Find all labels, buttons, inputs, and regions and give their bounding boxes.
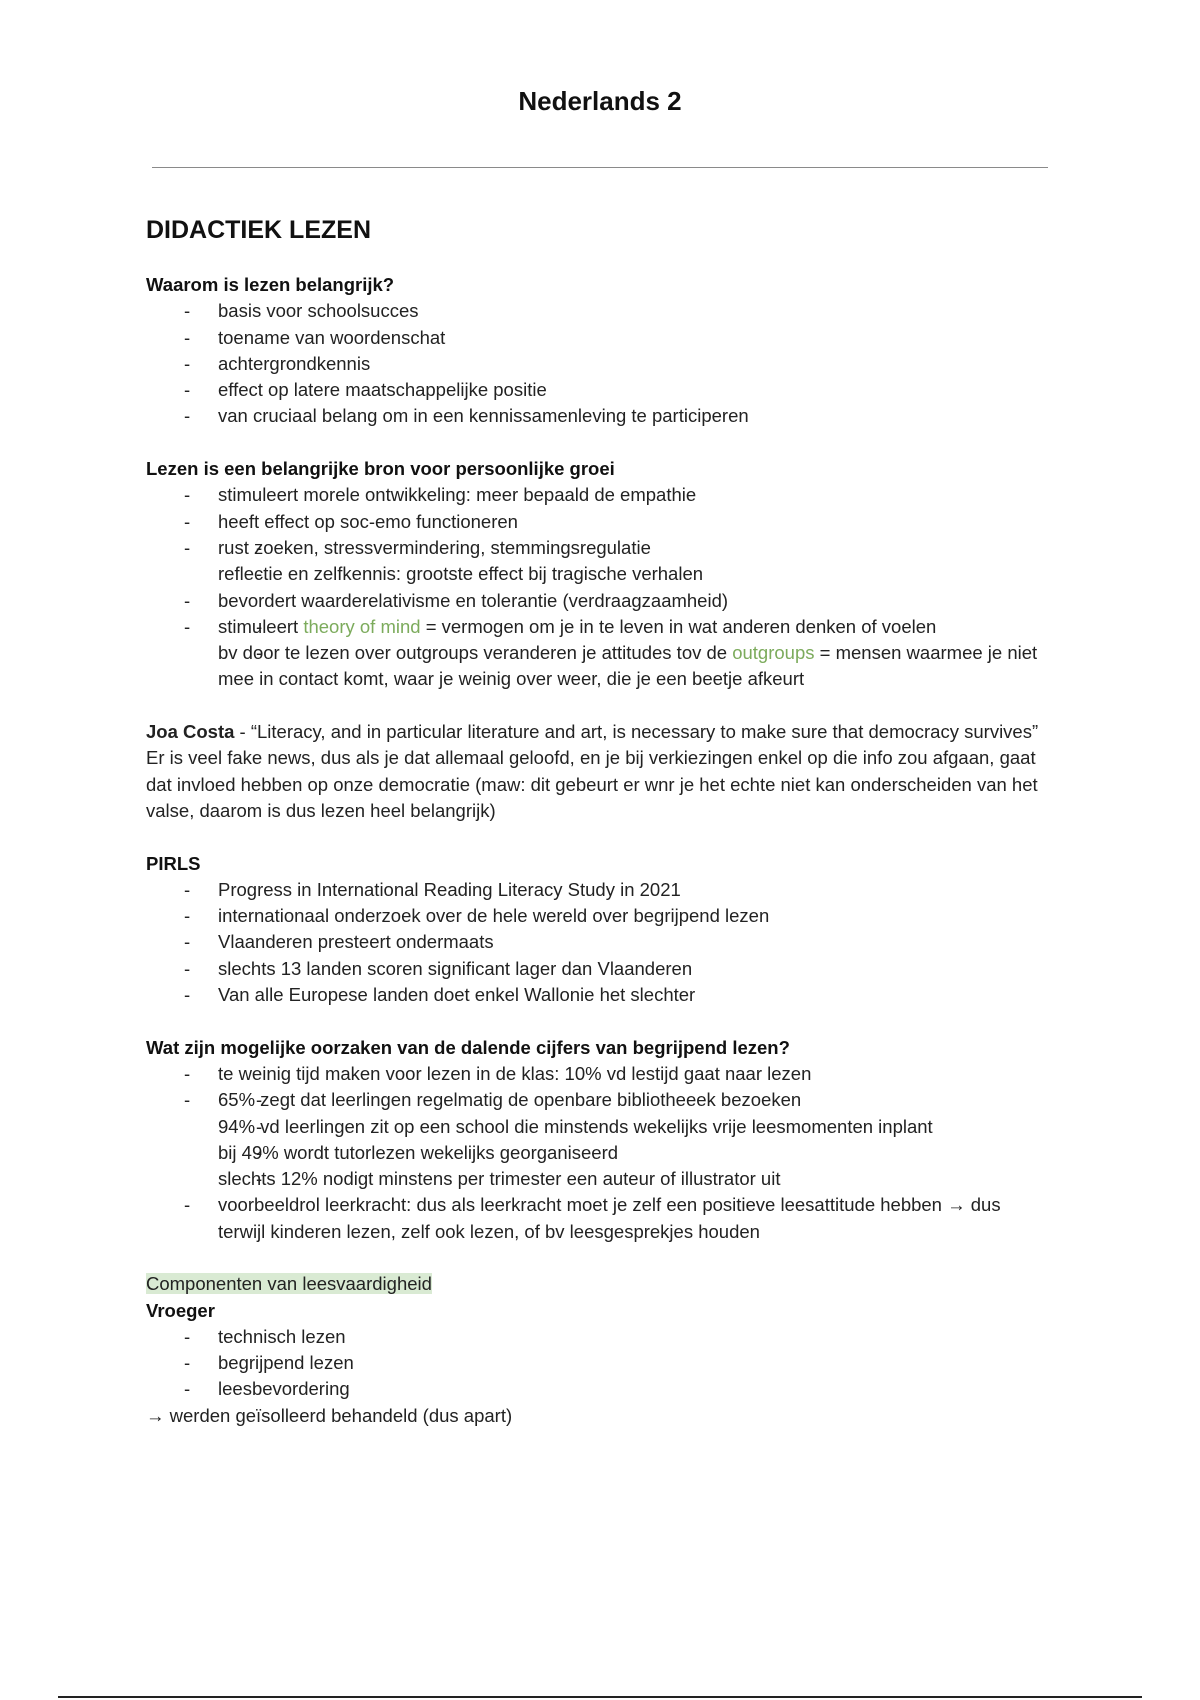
- sublist-soc-emo: [146, 535, 1046, 588]
- list-item: - reflectie en zelfkennis: grootste effect bij tragische verhalen: [146, 561, 1046, 587]
- heading-personal-growth: Lezen is een belangrijke bron voor persoonlijke groei: [146, 458, 615, 480]
- list-item: - van cruciaal belang om in een kennissamenleving te participeren: [146, 403, 1046, 429]
- list-item: - - rust zoeken, stressvermindering, stemmingsregulatie: [146, 535, 1046, 561]
- list-item: [146, 640, 1046, 693]
- nested-list-wrapper: [146, 614, 1046, 693]
- nested-list-wrapper: [146, 535, 1046, 588]
- term-theory-of-mind: theory of mind: [303, 615, 421, 637]
- sublist-reading-time: [146, 1087, 1046, 1192]
- list-item: - technisch lezen: [146, 1324, 1046, 1350]
- heading-causes: Wat zijn mogelijke oorzaken van de dalende cijfers van begrijpend lezen?: [146, 1036, 790, 1058]
- item-text: = vermogen om je in te leven in wat anderen denken of voelen: [420, 615, 937, 637]
- list-item: - te weinig tijd maken voor lezen in de klas: 10% vd lestijd gaat naar lezen: [146, 1061, 1046, 1087]
- list-pirls: [146, 877, 1046, 1008]
- list-item: - effect op latere maatschappelijke positie: [146, 377, 1046, 403]
- nested-list-wrapper: [146, 1087, 1046, 1192]
- title-divider: [152, 167, 1048, 168]
- heading-pirls: PIRLS: [146, 852, 201, 874]
- heading-why-reading: Waarom is lezen belangrijk?: [146, 274, 395, 295]
- components-note: → werden geïsolleerd behandeld (dus apart): [146, 1404, 513, 1426]
- list-item: - slechts 12% nodigt minstens per trimester een auteur of illustrator uit: [146, 1166, 1046, 1192]
- list-why-reading: [146, 298, 1046, 429]
- list-item: - heeft effect op soc-emo functioneren: [146, 509, 1046, 535]
- quote-text: - “Literacy, and in particular literature and art, is necessary to make sure that democracy survives”: [234, 721, 1039, 743]
- list-personal-growth: [146, 482, 1046, 692]
- list-item: - Vlaanderen presteert ondermaats: [146, 929, 1046, 955]
- list-item: - begrijpend lezen: [146, 1350, 1046, 1376]
- item-text: = mensen waarmee je niet mee in contact komt, waar je weinig over weer, die je een beetje afkeurt: [218, 642, 1038, 690]
- quote-paragraph: [146, 719, 1046, 745]
- list-item: - basis voor schoolsucces: [146, 298, 1046, 324]
- list-item: - bij 49% wordt tutorlezen wekelijks georganiseerd: [146, 1140, 1046, 1166]
- components-heading: [146, 1271, 1046, 1297]
- quote-explanation: Er is veel fake news, dus als je dat allemaal geloofd, en je bij verkiezingen enkel op die info zou afgaan, gaat dat invloed hebben op onze democratie (maw: dit gebeurt er wnr je het echte niet kan onderscheiden van het valse, daarom is dus lezen heel belangrijk): [146, 747, 1038, 821]
- heading-vroeger: Vroeger: [146, 1299, 215, 1321]
- document-title: Nederlands 2: [518, 86, 682, 116]
- sublist-tolerance: [146, 614, 1046, 693]
- list-item: - bevordert waarderelativisme en tolerantie (verdraagzaamheid): [146, 588, 1046, 614]
- list-item: - slechts 13 landen scoren significant lager dan Vlaanderen: [146, 956, 1046, 982]
- list-item: - 94% vd leerlingen zit op een school die minstends wekelijks vrije leesmomenten inplant: [146, 1114, 1046, 1140]
- item-text: stimuleert: [218, 615, 304, 637]
- list-item: - stimuleert morele ontwikkeling: meer bepaald de empathie: [146, 482, 1046, 508]
- page-bottom-divider: [58, 1696, 1142, 1698]
- list-item: - achtergrondkennis: [146, 351, 1046, 377]
- section-heading: DIDACTIEK LEZEN: [146, 216, 371, 244]
- list-item: [146, 614, 1046, 640]
- highlighted-heading: Componenten van leesvaardigheid: [146, 1273, 432, 1295]
- quote-author: Joa Costa: [146, 721, 235, 743]
- item-text: bv door te lezen over outgroups veranderen je attitudes tov de: [218, 642, 733, 664]
- term-outgroups: outgroups: [732, 642, 815, 664]
- list-item: - Van alle Europese landen doet enkel Wallonie het slechter: [146, 982, 1046, 1008]
- list-components: [146, 1324, 1046, 1403]
- list-causes: [146, 1061, 1046, 1245]
- list-item: - internationaal onderzoek over de hele wereld over begrijpend lezen: [146, 903, 1046, 929]
- list-item: - - 65% zegt dat leerlingen regelmatig de openbare bibliotheeek bezoeken: [146, 1087, 1046, 1113]
- list-item: - leesbevordering: [146, 1376, 1046, 1402]
- list-item: - Progress in International Reading Literacy Study in 2021: [146, 877, 1046, 903]
- document-body: [146, 213, 1046, 1429]
- list-item: - toename van woordenschat: [146, 325, 1046, 351]
- list-item: - voorbeeldrol leerkracht: dus als leerkracht moet je zelf een positieve leesattitude hebben → dus terwijl kinderen lezen, zelf ook lezen, of bv leesgesprekjes houden: [146, 1192, 1046, 1245]
